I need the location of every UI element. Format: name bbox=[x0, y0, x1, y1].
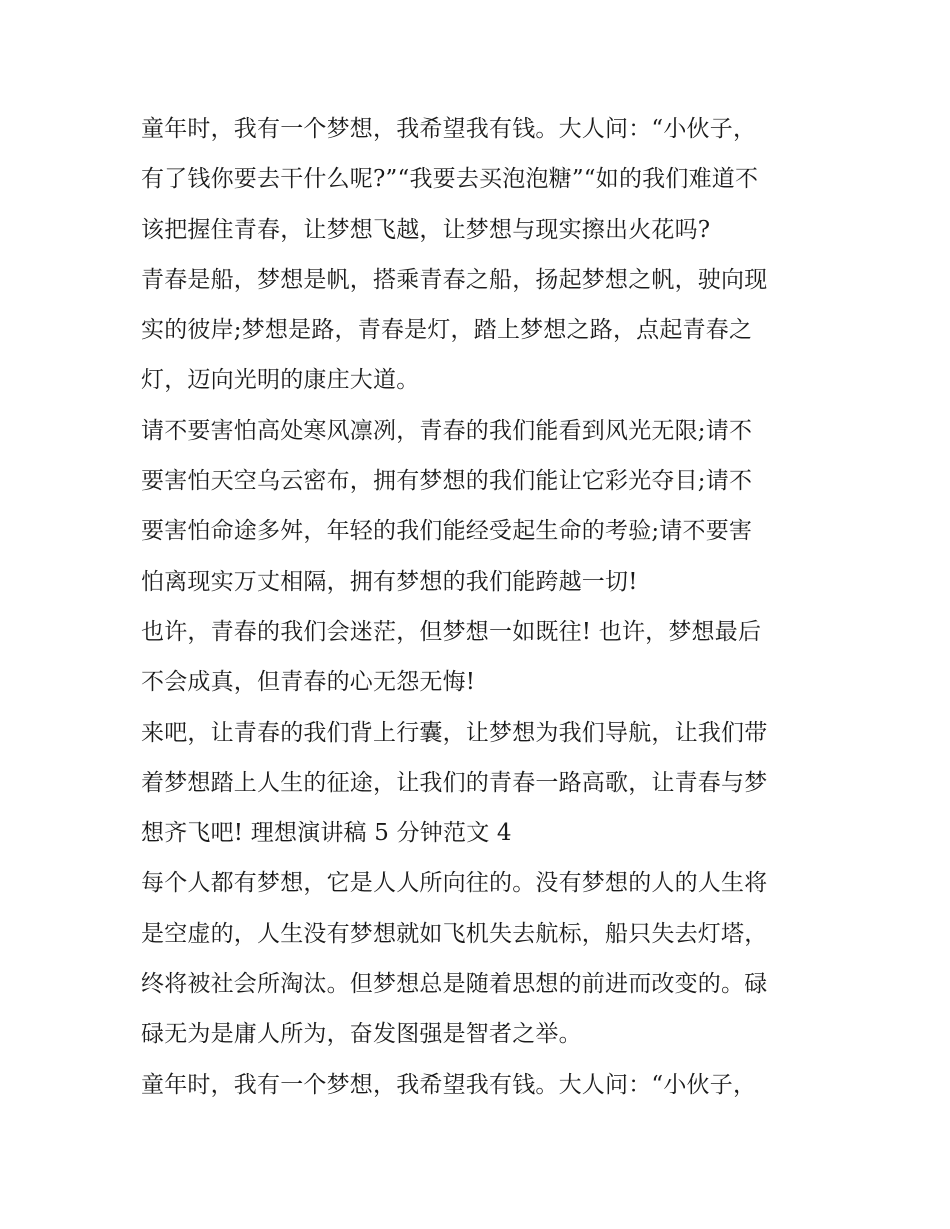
document-body bbox=[141, 104, 831, 1110]
text-line: 童年时，我有一个梦想，我希望我有钱。大人问：“小伙子， bbox=[141, 116, 757, 142]
text-line: 碌无为是庸人所为，奋发图强是智者之举。 bbox=[141, 1021, 582, 1048]
text-line: 着梦想踏上人生的征途，让我们的青春一路高歌，让青春与梦 bbox=[141, 769, 768, 796]
text-line: 想齐飞吧! 理想演讲稿 5 分钟范文 4 bbox=[141, 820, 512, 847]
text-line: 灯，迈向光明的康庄大道。 bbox=[141, 367, 420, 394]
text-line: 青春是船，梦想是帆，搭乘青春之船，扬起梦想之帆，驶向现 bbox=[141, 266, 768, 293]
text-line: 要害怕命途多舛，年轻的我们能经受起生命的考验;请不要害 bbox=[141, 518, 753, 545]
text-line: 该把握住青春，让梦想飞越，让梦想与现实擦出火花吗? bbox=[141, 216, 711, 243]
text-line: 要害怕天空乌云密布，拥有梦想的我们能让它彩光夺目;请不 bbox=[141, 468, 753, 495]
text-line: 不会成真，但青春的心无怨无悔! bbox=[141, 669, 476, 696]
text-line: 怕离现实万丈相隔，拥有梦想的我们能跨越一切! bbox=[141, 568, 638, 595]
text-line: 有了钱你要去干什么呢?”“我要去买泡泡糖”“如的我们难道不 bbox=[141, 166, 759, 193]
text-line: 每个人都有梦想，它是人人所向往的。没有梦想的人的人生将 bbox=[141, 870, 768, 897]
text-line: 也许，青春的我们会迷茫，但梦想一如既往! 也许，梦想最后 bbox=[141, 618, 762, 645]
text-line: 实的彼岸;梦想是路，青春是灯，踏上梦想之路，点起青春之 bbox=[141, 317, 753, 344]
text-line: 来吧，让青春的我们背上行囊，让梦想为我们导航，让我们带 bbox=[141, 719, 768, 746]
text-line: 终将被社会所淘汰。但梦想总是随着思想的前进而改变的。碌 bbox=[141, 971, 768, 998]
text-line: 童年时，我有一个梦想，我希望我有钱。大人问：“小伙子， bbox=[141, 1071, 757, 1098]
text-line: 是空虚的，人生没有梦想就如飞机失去航标，船只失去灯塔， bbox=[141, 920, 768, 947]
text-line: 请不要害怕高处寒风凛冽，青春的我们能看到风光无限;请不 bbox=[141, 417, 753, 444]
